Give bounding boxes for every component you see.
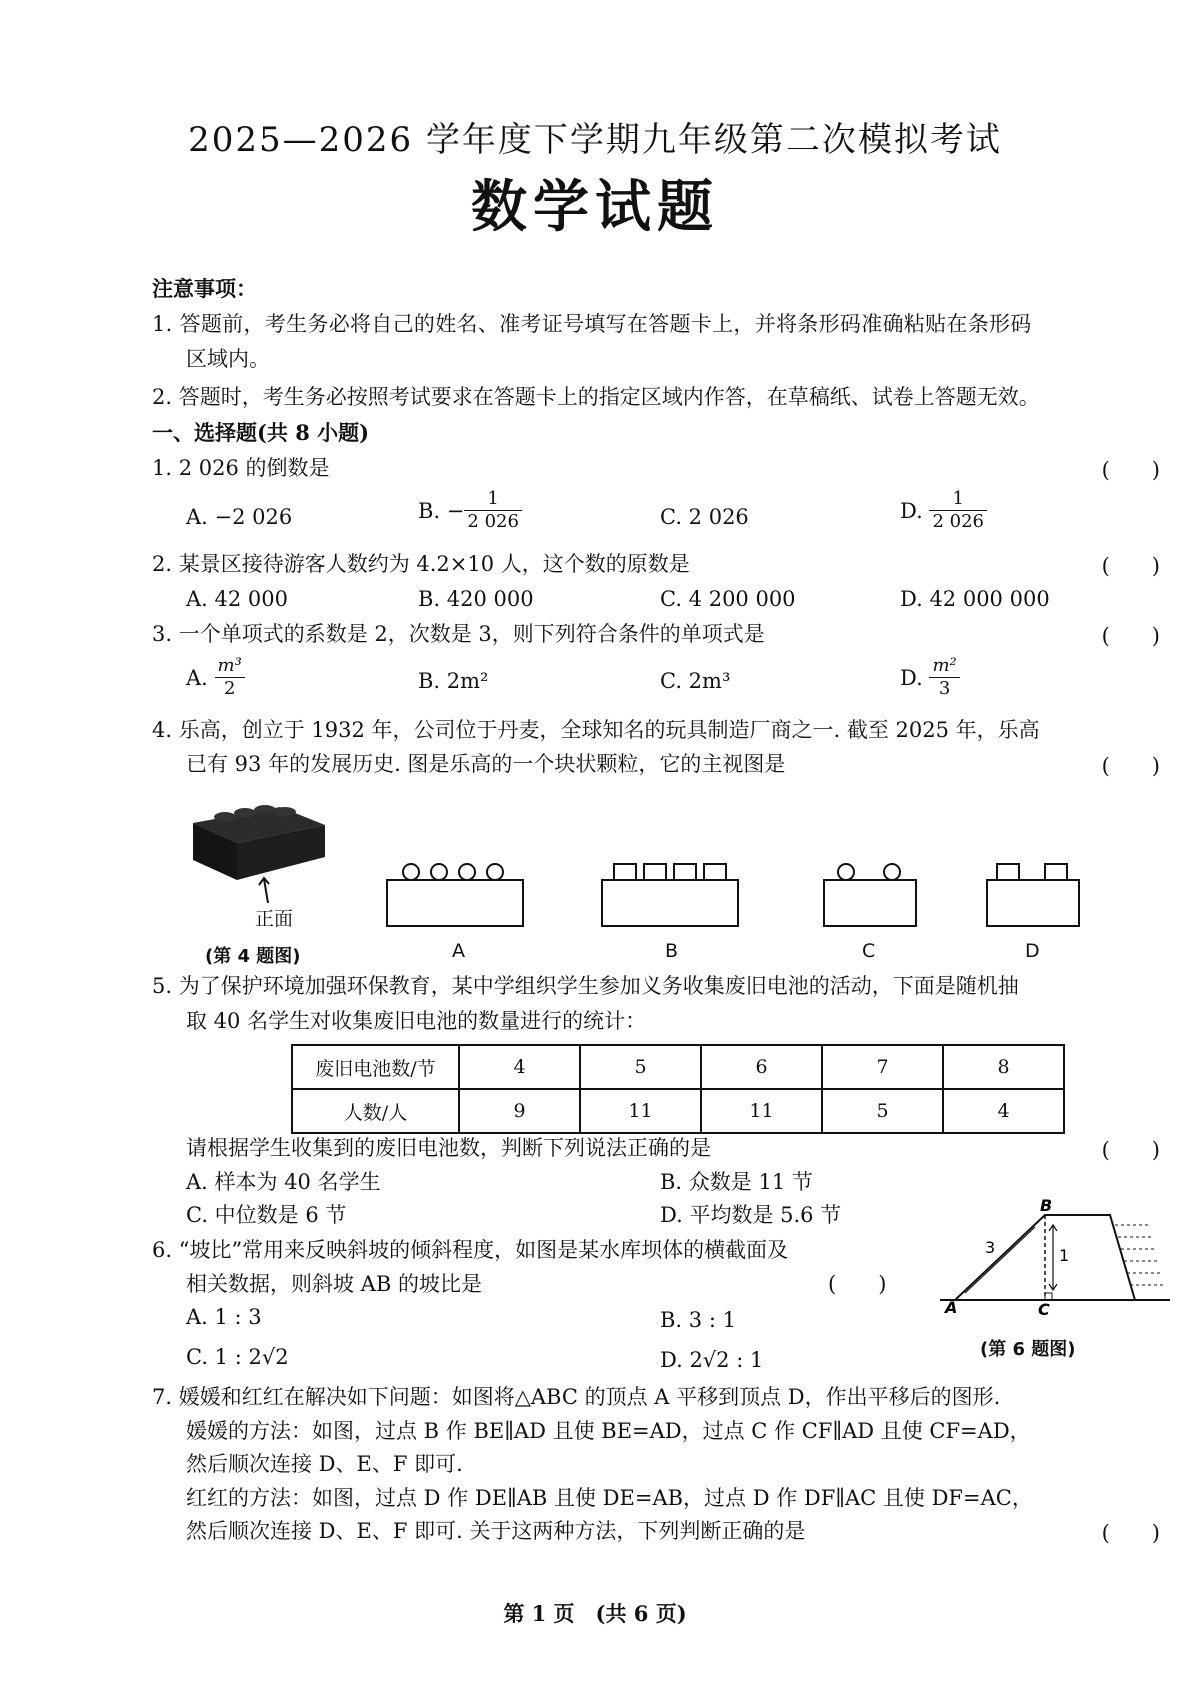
question-4-line2: 已有 93 年的发展历史. 图是乐高的一个块状颗粒，它的主视图是 (186, 752, 786, 776)
q4-option-d-label: D (1025, 940, 1040, 962)
arrow-up-icon (258, 875, 278, 905)
table-cell: 5 (580, 1045, 701, 1089)
question-7-line2: 媛媛的方法：如图，过点 B 作 BE∥AD 且使 BE=AD，过点 C 作 CF∥AD 且使 CF=AD， (186, 1419, 1031, 1443)
question-7-line5: 然后顺次连接 D、E、F 即可. 关于这两种方法，下列判断正确的是 (186, 1519, 806, 1543)
question-7-line4: 红红的方法：如图，过点 D 作 DE∥AB 且使 DE=AB，过点 D 作 DF∥AC 且使 DF=AC， (186, 1486, 1033, 1510)
q6-option-b: B. 3 : 1 (660, 1308, 736, 1332)
q6-figure-caption: (第 6 题图) (980, 1339, 1076, 1360)
answer-paren: ( ) (1101, 554, 1160, 578)
q1-option-b-prefix: B. − (418, 498, 465, 523)
question-5-line2: 取 40 名学生对收集废旧电池的数量进行的统计： (186, 1009, 647, 1033)
q1-option-b (418, 488, 522, 533)
point-a-label: A (945, 1298, 958, 1315)
q4-option-c-view (822, 858, 918, 928)
q6-option-c: C. 1 : 2√2 (186, 1345, 289, 1369)
question-7-line3: 然后顺次连接 D、E、F 即可. (186, 1452, 463, 1476)
q3-option-d (900, 655, 960, 700)
q3-a-numerator: m³ (215, 655, 245, 678)
table-cell: 11 (701, 1089, 822, 1133)
q3-option-a-prefix: A. (186, 665, 208, 690)
q1-option-d-prefix: D. (900, 498, 923, 523)
point-c-label: C (1038, 1300, 1050, 1315)
q5-option-d: D. 平均数是 5.6 节 (660, 1203, 842, 1227)
q2-option-c: C. 4 200 000 (660, 587, 796, 611)
table-row (292, 1089, 1064, 1133)
answer-paren: ( ) (1101, 1521, 1160, 1545)
q1-b-numerator: 1 (464, 488, 522, 511)
length-bc-label: 1 (1059, 1246, 1070, 1265)
q1-d-numerator: 1 (929, 488, 987, 511)
q4-figure-caption: (第 4 题图) (205, 946, 301, 967)
q3-option-d-prefix: D. (900, 665, 923, 690)
subject-title: 数学试题 (471, 174, 719, 240)
answer-paren: ( ) (828, 1272, 887, 1296)
answer-paren: ( ) (1101, 624, 1160, 648)
q3-option-c: C. 2m³ (660, 669, 731, 693)
q2-option-d: D. 42 000 000 (900, 587, 1050, 611)
table-cell: 9 (459, 1089, 580, 1133)
q4-option-d-view (985, 858, 1081, 928)
question-1-stem: 1. 2 026 的倒数是 (152, 456, 330, 480)
table-cell: 4 (943, 1089, 1064, 1133)
question-3-stem: 3. 一个单项式的系数是 2，次数是 3，则下列符合条件的单项式是 (152, 622, 765, 646)
q4-option-a-view (385, 858, 525, 928)
point-b-label: B (1040, 1196, 1053, 1215)
q6-option-a: A. 1 : 3 (186, 1305, 262, 1329)
page-footer: 第 1 页 (共 6 页) (503, 1601, 687, 1626)
lego-front-label: 正面 (255, 908, 294, 930)
answer-paren: ( ) (1101, 458, 1160, 482)
q1-option-d (900, 488, 987, 533)
notice-item-1: 1. 答题前，考生务必将自己的姓名、准考证号填写在答题卡上，并将条形码准确粘贴在条形码 (152, 312, 1032, 336)
q3-option-a (186, 655, 245, 700)
q2-option-b: B. 420 000 (418, 587, 534, 611)
q1-d-denominator: 2 026 (932, 511, 984, 532)
q4-option-b-view (600, 858, 740, 928)
q6-option-d: D. 2√2 : 1 (660, 1348, 764, 1372)
length-ab-label: 3 (985, 1238, 996, 1257)
notice-item-2: 2. 答题时，考生务必按照考试要求在答题卡上的指定区域内作答，在草稿纸、试卷上答题无效。 (152, 385, 1040, 409)
table-header-cell: 人数/人 (292, 1089, 459, 1133)
question-5-line1: 5. 为了保护环境加强环保教育，某中学组织学生参加义务收集废旧电池的活动，下面是随机抽 (152, 974, 1019, 998)
q3-a-denominator: 2 (223, 678, 236, 699)
q1-b-denominator: 2 026 (467, 511, 519, 532)
q5-option-c: C. 中位数是 6 节 (186, 1203, 347, 1227)
table-header-cell: 废旧电池数/节 (292, 1045, 459, 1089)
notice-heading: 注意事项： (152, 276, 257, 301)
dam-cross-section-figure (935, 1195, 1180, 1315)
q3-d-denominator: 3 (938, 678, 951, 699)
section-heading: 一、选择题(共 8 小题) (152, 420, 370, 445)
battery-stats-table (291, 1044, 1065, 1134)
q4-option-a-label: A (452, 940, 465, 962)
exam-title: 2025—2026 学年度下学期九年级第二次模拟考试 (188, 120, 1002, 160)
question-6-line2: 相关数据，则斜坡 AB 的坡比是 (186, 1272, 482, 1296)
q4-option-b-label: B (665, 940, 679, 962)
q5-option-b: B. 众数是 11 节 (660, 1170, 813, 1194)
table-cell: 7 (822, 1045, 943, 1089)
q4-option-c-label: C (862, 940, 876, 962)
q1-option-c: C. 2 026 (660, 505, 749, 529)
table-cell: 4 (459, 1045, 580, 1089)
question-6-line1: 6. “坡比”常用来反映斜坡的倾斜程度，如图是某水库坝体的横截面及 (152, 1238, 789, 1262)
question-5-prompt: 请根据学生收集到的废旧电池数，判断下列说法正确的是 (186, 1136, 711, 1160)
q2-option-a: A. 42 000 (186, 587, 288, 611)
table-cell: 11 (580, 1089, 701, 1133)
lego-brick-figure (185, 785, 335, 885)
table-cell: 6 (701, 1045, 822, 1089)
q3-d-numerator: m² (929, 655, 959, 678)
question-4-line1: 4. 乐高，创立于 1932 年，公司位于丹麦，全球知名的玩具制造厂商之一. 截至 2025 年，乐高 (152, 718, 1040, 742)
table-row (292, 1045, 1064, 1089)
notice-item-1-cont: 区域内。 (186, 347, 270, 371)
table-cell: 5 (822, 1089, 943, 1133)
answer-paren: ( ) (1101, 754, 1160, 778)
table-cell: 8 (943, 1045, 1064, 1089)
question-2-stem: 2. 某景区接待游客人数约为 4.2×10 人，这个数的原数是 (152, 552, 690, 576)
q5-option-a: A. 样本为 40 名学生 (186, 1170, 381, 1194)
q1-option-a: A. −2 026 (186, 505, 293, 529)
q3-option-b: B. 2m² (418, 669, 489, 693)
answer-paren: ( ) (1101, 1138, 1160, 1162)
question-7-line1: 7. 媛媛和红红在解决如下问题：如图将△ABC 的顶点 A 平移到顶点 D，作出平移后的图形. (152, 1385, 1001, 1409)
